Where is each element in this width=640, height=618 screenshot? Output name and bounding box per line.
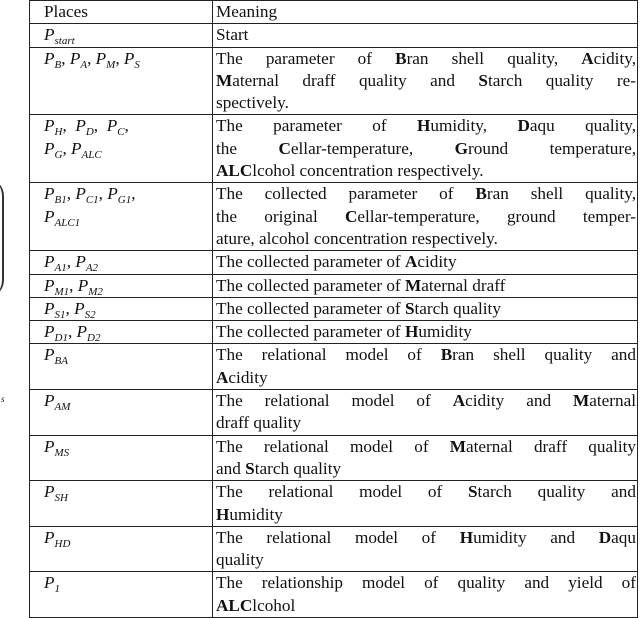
place-symbol: $P_{ALC}$ (71, 138, 102, 161)
meaning-cell (213, 344, 638, 390)
meaning-cell (213, 251, 638, 274)
place-separator: , (67, 322, 77, 342)
bold-initial: M (216, 70, 233, 90)
meaning-cell (213, 183, 638, 251)
place-symbol: $P_M$ (95, 48, 116, 71)
bold-initial: ALC (216, 595, 253, 615)
places-meaning-table (29, 0, 638, 618)
place-separator: , (93, 116, 107, 136)
place-symbol: $P_{HD}$ (44, 527, 71, 550)
meaning-line: Humidity (216, 504, 283, 524)
meaning-cell (213, 115, 638, 183)
meaning-line: The relationship model of quality and yield of (216, 573, 636, 593)
place-separator: , (62, 138, 72, 158)
meaning-line: The collected parameter of Humidity (216, 322, 472, 342)
table-row (30, 572, 638, 618)
place-symbol: $P_{A1}$ (44, 252, 67, 275)
meaning-cell (213, 274, 638, 297)
table-row (30, 526, 638, 572)
place-cell (30, 183, 213, 251)
meaning-line: spectively. (216, 93, 289, 113)
place-symbol: $P_G$ (44, 138, 63, 161)
bold-initial: H (416, 116, 431, 136)
place-cell (30, 526, 213, 572)
place-symbol: $P_{D1}$ (44, 322, 68, 345)
place-symbol: $P_{D2}$ (76, 322, 101, 345)
place-symbol: $P_{M1}$ (44, 275, 70, 298)
table-row (30, 115, 638, 183)
table-row (30, 344, 638, 390)
bold-initial: A (581, 48, 594, 68)
place-separator: , (87, 48, 96, 68)
place-symbol: $P_{G1}$ (107, 184, 132, 207)
bold-initial: H (404, 322, 419, 342)
meaning-line: draff quality (216, 413, 302, 433)
place-separator: , (115, 48, 124, 68)
meaning-line: the Cellar-temperature, Ground temperature, (216, 138, 636, 158)
meaning-line: Maternal draff quality and Starch quality re- (216, 70, 636, 90)
place-cell (30, 435, 213, 481)
meaning-line: quality (216, 550, 264, 570)
place-cell (30, 572, 213, 618)
bold-initial: H (216, 504, 230, 524)
meaning-cell (213, 435, 638, 481)
meaning-cell (213, 47, 638, 115)
bold-initial: B (440, 345, 453, 365)
margin-mark: s (1, 394, 5, 404)
header-places: Places (30, 1, 213, 24)
place-symbol: $P_{MS}$ (44, 436, 70, 459)
meaning-line: ALClcohol concentration respectively. (216, 161, 484, 181)
bold-initial: D (517, 116, 530, 136)
bold-initial: S (478, 70, 488, 90)
place-symbol: $P_C$ (106, 116, 125, 139)
place-symbol: $P_B$ (44, 48, 62, 71)
place-symbol: $P_H$ (44, 116, 63, 139)
bold-initial: C (344, 206, 358, 226)
meaning-line: The relational model of Acidity and Maternal (216, 391, 636, 411)
meaning-cell (213, 321, 638, 344)
place-cell (30, 115, 213, 183)
meaning-line: The parameter of Bran shell quality, Acidity, (216, 48, 636, 68)
place-symbol: $P_1$ (44, 573, 60, 596)
table-row (30, 251, 638, 274)
place-cell (30, 47, 213, 115)
place-symbol: $P_{S2}$ (74, 298, 96, 321)
place-separator: , (131, 184, 136, 204)
place-cell (30, 481, 213, 527)
place-cell (30, 274, 213, 297)
place-symbol: $P_S$ (123, 48, 140, 71)
place-separator: , (66, 184, 76, 204)
bold-initial: A (216, 367, 229, 387)
meaning-line: The relational model of Bran shell quality and (216, 345, 636, 365)
bold-initial: C (278, 138, 291, 158)
place-separator: , (98, 184, 108, 204)
page-edge-arc (0, 178, 4, 298)
place-separator: , (66, 252, 76, 272)
bold-initial: B (395, 48, 407, 68)
meaning-line: The collected parameter of Bran shell quality, (216, 184, 636, 204)
place-separator: , (62, 116, 76, 136)
meaning-line: The relational model of Humidity and Daqu (216, 527, 636, 547)
meaning-line: Acidity (216, 367, 268, 387)
bold-initial: H (459, 527, 474, 547)
place-separator: , (69, 275, 78, 295)
bold-initial: D (598, 527, 612, 547)
bold-initial: A (404, 252, 418, 272)
place-separator: , (61, 48, 70, 68)
table-row (30, 274, 638, 297)
bold-initial: M (449, 436, 466, 456)
meaning-line: The collected parameter of Acidity (216, 252, 457, 272)
table-row (30, 481, 638, 527)
place-cell (30, 344, 213, 390)
table-row (30, 321, 638, 344)
meaning-line: The parameter of Humidity, Daqu quality, (216, 116, 637, 136)
place-symbol: $P_{ALC1}$ (44, 206, 81, 229)
meaning-line: The relational model of Maternal draff quality (216, 436, 636, 456)
place-symbol: $P_D$ (75, 116, 94, 139)
place-symbol: $P_{AM}$ (44, 391, 71, 414)
meaning-line: ALClcohol (216, 595, 296, 615)
place-symbol: $P_{M2}$ (77, 275, 103, 298)
meaning-line: The collected parameter of Maternal draff (216, 275, 506, 295)
place-symbol: $P_{SH}$ (44, 482, 68, 505)
table-row (30, 24, 638, 47)
bold-initial: G (454, 138, 469, 158)
header-meaning: Meaning (213, 1, 638, 24)
table-row (30, 435, 638, 481)
place-separator: , (65, 298, 75, 318)
place-cell (30, 297, 213, 320)
bold-initial: S (245, 458, 255, 478)
meaning-cell (213, 24, 638, 47)
bold-initial: A (452, 391, 466, 411)
place-symbol: $P_{A2}$ (75, 252, 99, 275)
meaning-cell (213, 390, 638, 436)
place-cell (30, 390, 213, 436)
table-row (30, 47, 638, 115)
place-cell (30, 24, 213, 47)
bold-initial: B (475, 184, 487, 204)
table-row (30, 390, 638, 436)
bold-initial: M (404, 275, 422, 295)
place-symbol: $P_{start}$ (44, 25, 75, 48)
bold-initial: ALC (216, 161, 253, 181)
meaning-line: The relational model of Starch quality and (216, 482, 636, 502)
meaning-line: The collected parameter of Starch quality (216, 298, 501, 318)
place-symbol: $P_{C1}$ (75, 184, 99, 207)
meaning-cell (213, 481, 638, 527)
meaning-cell (213, 526, 638, 572)
bold-initial: M (572, 391, 590, 411)
table-row (30, 183, 638, 251)
place-separator: , (124, 116, 129, 136)
place-cell (30, 321, 213, 344)
bold-initial: S (467, 482, 478, 502)
place-symbol: $P_{BA}$ (44, 345, 68, 368)
meaning-line: Start (216, 25, 249, 45)
place-symbol: $P_A$ (69, 48, 88, 71)
meaning-cell (213, 297, 638, 320)
place-symbol: $P_{S1}$ (44, 298, 66, 321)
meaning-cell (213, 572, 638, 618)
meaning-line: ature, alcohol concentration respectively. (216, 228, 498, 248)
table-header-row (30, 1, 638, 24)
bold-initial: S (404, 298, 415, 318)
place-cell (30, 251, 213, 274)
meaning-line: and Starch quality (216, 458, 342, 478)
meaning-line: the original Cellar-temperature, ground temper- (216, 206, 636, 226)
place-symbol: $P_{B1}$ (44, 184, 67, 207)
table-row (30, 297, 638, 320)
